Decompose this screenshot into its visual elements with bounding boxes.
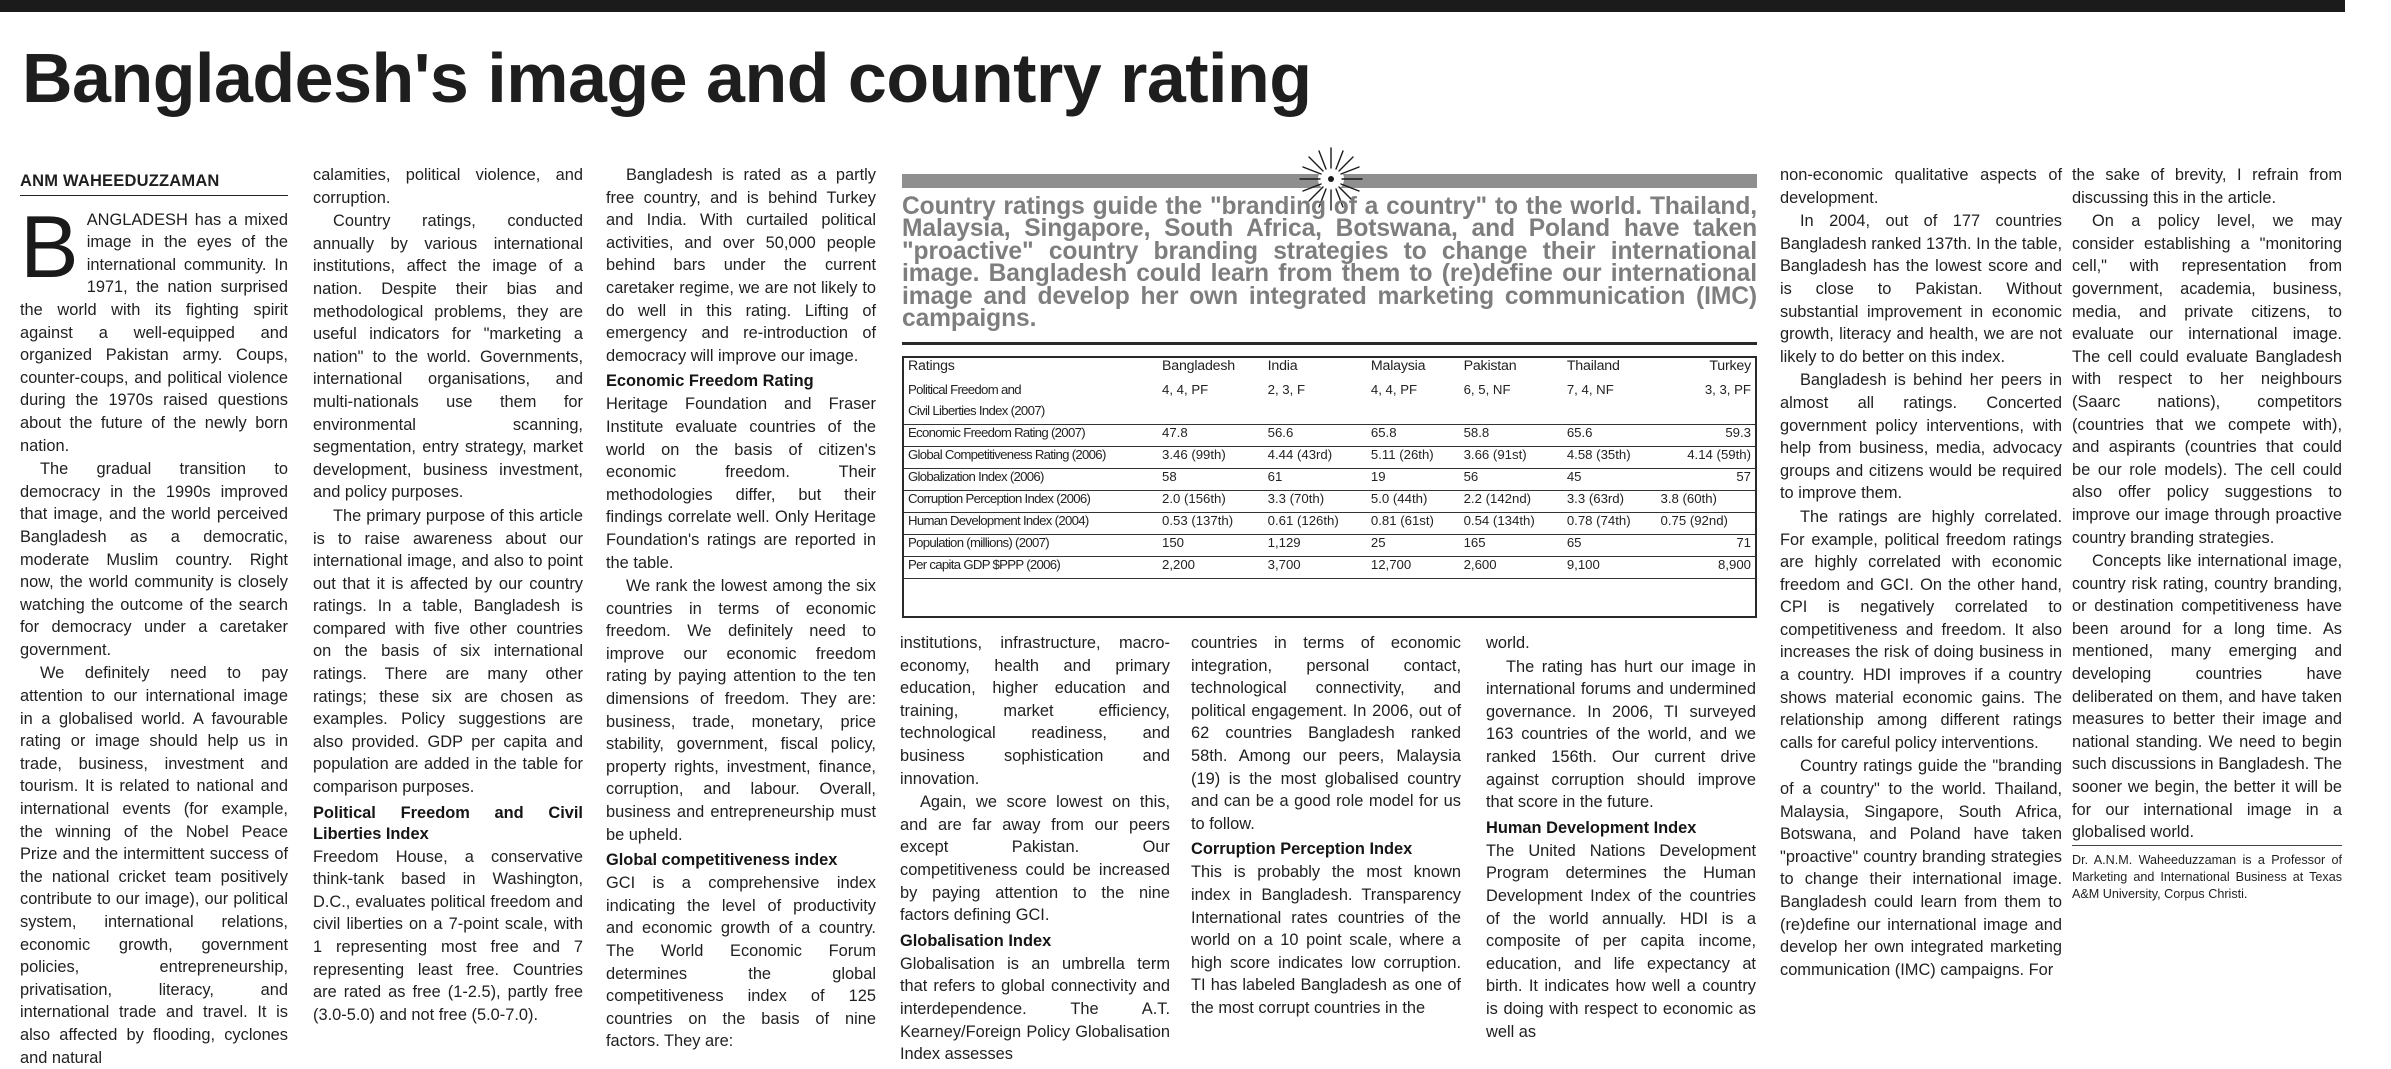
- section-heading: Global competitiveness index: [606, 851, 838, 870]
- section-heading: Economic Freedom Rating: [606, 372, 814, 391]
- top-rule: [0, 0, 2345, 12]
- section-heading: Human Development Index: [1486, 818, 1697, 837]
- table-header: Malaysia: [1370, 358, 1426, 374]
- section-heading: Globalisation Index: [900, 931, 1052, 950]
- table-row: Political Freedom and 4, 4, PF 2, 3, F 4, 4, PF 6, 5, NF 7, 4, NF 3, 3, PF: [908, 382, 1751, 397]
- column-1: [20, 170, 288, 1067]
- ratings-table: [902, 356, 1757, 618]
- paragraph: We definitely need to pay attention to our international image in a globalised world. A favourable rating or image should help us in trade, business, investment and tourism. It is related to national and international events (for example, the winning of the Nobel Peace Prize and the intermittent success of the national cricket team positively contribute to our image), our political system, international relations, economic growth, government policies, entrepreneurship, privatisation, literacy, and international trade and travel. It is also affected by flooding, cyclones and natural: [20, 664, 288, 1067]
- paragraph: The rating has hurt our image in international forums and undermined governance. In 2006, TI surveyed 163 countries of the world, and we ranked 156th. Our current drive against corruption should improve that score in the future.: [1486, 657, 1756, 812]
- column-2: [313, 164, 583, 1040]
- table-header: India: [1267, 358, 1298, 374]
- headline: Bangladesh's image and country rating: [22, 39, 1312, 117]
- paragraph: world.: [1486, 634, 1530, 652]
- table-row: Population (millions) (2007) 150 1,129 25 165 65 71: [904, 535, 1755, 557]
- column-6: [1486, 632, 1756, 1040]
- table-header: Pakistan: [1463, 358, 1517, 374]
- table-header: Turkey: [1709, 358, 1751, 374]
- column-7: [1780, 164, 2062, 1040]
- paragraph: The primary purpose of this article is to raise awareness about our international image, and also to point out that it is affected by our country ratings. In a table, Bangladesh is compared with five other countries on the basis of six international ratings. There are many other ratings; these six are chosen as examples. Policy suggestions are also provided. GDP per capita and population are added in the table for comparison purposes.: [313, 506, 583, 797]
- paragraph: In 2004, out of 177 countries Bangladesh ranked 137th. In the table, Bangladesh has the lowest score and is close to Pakistan. Without substantial improvement in economic growth, literacy and health, we are not likely to do better on this index.: [1780, 212, 2062, 366]
- column-8: [2072, 164, 2342, 1040]
- paragraph: countries in terms of economic integration, personal contact, technological connectivity, and political engagement. In 2006, out of 62 countries Bangladesh ranked 58th. Among our peers, Malaysia (19) is the most globalised country and can be a good role model for us to follow.: [1191, 634, 1461, 833]
- table-row: Human Development Index (2004) 0.53 (137th) 0.61 (126th) 0.81 (61st) 0.54 (134th) 0.78 (74th) 0.75 (92nd): [904, 513, 1755, 535]
- table-row: Globalization Index (2006) 58 61 19 56 45 57: [904, 469, 1755, 491]
- lead-paragraph: BANGLADESH has a mixed image in the eyes of the international community. In 1971, the nation surprised the world with its fighting spirit against a well-equipped and organized Pakistan army. Coups, counter-coups, and political violence during the 1970s raised questions about the future of the newly born nation.: [20, 196, 288, 455]
- paragraph: The gradual transition to democracy in the 1990s improved that image, and the world perceived Bangladesh as a democratic, moderate Muslim country. Right now, the world community is closely watching the outcome of the search for democracy under a caretaker government.: [20, 460, 288, 659]
- drop-cap: B: [20, 196, 79, 296]
- column-3: [606, 164, 876, 1051]
- table-row: Corruption Perception Index (2006) 2.0 (156th) 3.3 (70th) 5.0 (44th) 2.2 (142nd) 3.3 (63rd) 3.8 (60th): [904, 491, 1755, 513]
- table-header: Bangladesh: [1162, 358, 1235, 374]
- paragraph: Heritage Foundation and Fraser Institute evaluate countries of the world on the basis of citizen's economic freedom. Their methodologies differ, but their findings correlate well. Only Heritage Foundation's ratings are reported in the table.: [606, 395, 876, 572]
- table-row: Per capita GDP $PPP (2006) 2,200 3,700 12,700 2,600 9,100 8,900: [904, 557, 1755, 579]
- paragraph: Globalisation is an umbrella term that refers to global connectivity and interdependence. The A.T. Kearney/Foreign Policy Globalisation Index assesses: [900, 954, 1170, 1064]
- paragraph: non-economic qualitative aspects of development.: [1780, 166, 2062, 207]
- paragraph: institutions, infrastructure, macro-economy, health and primary education, higher education and training, market efficiency, technological readiness, and business sophistication and innovation.: [900, 634, 1170, 788]
- table-header: Thailand: [1566, 358, 1620, 374]
- paragraph: calamities, political violence, and corruption.: [313, 166, 583, 207]
- paragraph: Again, we score lowest on this, and are far away from our peers except Pakistan. Our competitiveness could be increased by paying attention to the nine factors defining GCI.: [900, 793, 1170, 925]
- column-4: [900, 632, 1170, 1064]
- paragraph: Freedom House, a conservative think-tank based in Washington, D.C., evaluates political freedom and civil liberties on a 7-point scale, with 1 representing most free and 7 representing least free. Countries are rated as free (1-2.5), partly free (3.0-5.0) and not free (5.0-7.0).: [313, 847, 583, 1024]
- table-header: Ratings: [908, 358, 955, 374]
- column-5: [1191, 632, 1461, 1040]
- table-row: Global Competitiveness Rating (2006) 3.46 (99th) 4.44 (43rd) 5.11 (26th) 3.66 (91st) 4.58 (35th) 4.14 (59th): [904, 447, 1755, 469]
- paragraph: Concepts like international image, country risk rating, country branding, or destination competitiveness have been around for a long time. As mentioned, many emerging and developing countries have deliberated on them, and have taken measures to better their image and national standing. We need to begin such discussions in Bangladesh. The sooner we begin, the better it will be for our international image in a globalised world.: [2072, 552, 2342, 842]
- pullquote-rule: [902, 342, 1757, 345]
- paragraph: The ratings are highly correlated. For example, political freedom ratings are highly correlated with economic freedom and GCI. On the other hand, CPI is negatively correlated to competitiveness and freedom. It also increases the risk of doing business in a country. HDI improves if a country shows material economic gains. The relationship among different ratings calls for careful policy interventions.: [1780, 507, 2062, 752]
- paragraph: Bangladesh is behind her peers in almost all ratings. Concerted government policy interventions, with help from business, media, advocacy groups and citizens would be required to improve them.: [1780, 371, 2062, 503]
- pull-quote: Country ratings guide the "branding of a country" to the world. Thailand, Malaysia, Singapore, South Africa, Botswana, and Poland have taken "proactive" country branding strategies to change their international image. Bangladesh could learn from them to (re)define our international image and develop her own integrated marketing communication (IMC) campaigns.: [902, 193, 1757, 333]
- paragraph: We rank the lowest among the six countries in terms of economic freedom. We definitely need to improve our economic freedom rating by paying attention to the ten dimensions of freedom. They are: business, trade, monetary, price stability, government, fiscal policy, property rights, investment, finance, corruption, and labour. Overall, business and entrepreneurship must be upheld.: [606, 577, 876, 844]
- section-heading: Political Freedom and Civil Liberties Index: [313, 803, 583, 843]
- paragraph: On a policy level, we may consider establishing a "monitoring cell," with representation from government, academia, business, media, and private citizens, to evaluate our international image. The cell could evaluate Bangladesh with respect to her neighbours (Saarc nations), competitors (countries that we compete with), and aspirants (countries that could be our role models). The cell could also offer policy suggestions to improve our image through proactive country branding strategies.: [2072, 212, 2342, 547]
- paragraph: The United Nations Development Program determines the Human Development Index of the countries of the world annually. HDI is a composite of per capita income, education, and life expectancy at birth. It indicates how well a country is doing with respect to economic as well as: [1486, 841, 1756, 1041]
- paragraph: This is probably the most known index in Bangladesh. Transparency International rates countries of the world on a 10 point scale, where a high score indicates low corruption. TI has labeled Bangladesh as one of the most corrupt countries in the: [1191, 863, 1461, 1017]
- paragraph: Bangladesh is rated as a partly free country, and is behind Turkey and India. With curtailed political activities, and over 50,000 people behind bars under the current caretaker regime, we are not likely to do well in this rating. Lifting of emergency and re-introduction of democracy will improve our image.: [606, 166, 876, 365]
- table-row: Economic Freedom Rating (2007) 47.8 56.6 65.8 58.8 65.6 59.3: [904, 425, 1755, 447]
- author-note: Dr. A.N.M. Waheeduzzaman is a Professor of Marketing and International Business at Texas A&M University, Corpus Christi.: [2072, 845, 2342, 903]
- paragraph: GCI is a comprehensive index indicating the level of productivity and economic growth of a country. The World Economic Forum determines the global competitiveness index of 125 countries on the basis of nine factors. They are:: [606, 874, 876, 1051]
- paragraph: Country ratings, conducted annually by various international institutions, affect the image of a nation. Despite their bias and methodological problems, they are useful indicators for "marketing a nation" to the world. Governments, international organisations, and multi-nationals use them for environmental scanning, segmentation, entry strategy, market development, business investment, and policy purposes.: [313, 212, 583, 502]
- paragraph: the sake of brevity, I refrain from discussing this in the article.: [2072, 166, 2342, 207]
- paragraph: Country ratings guide the "branding of a country" to the world. Thailand, Malaysia, Singapore, South Africa, Botswana, and Poland have taken "proactive" country branding strategies to change their international image. Bangladesh could learn from them to (re)define our international image and develop her own integrated marketing communication (IMC) campaigns. For: [1780, 757, 2062, 979]
- byline: ANM WAHEEDUZZAMAN: [20, 170, 288, 196]
- section-heading: Corruption Perception Index: [1191, 840, 1413, 859]
- table-row: Civil Liberties Index (2007): [904, 403, 1755, 425]
